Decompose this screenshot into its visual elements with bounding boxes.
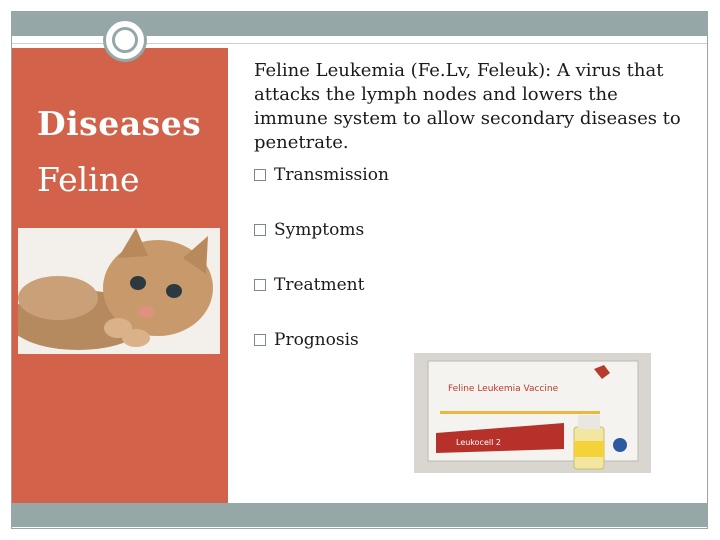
- checkbox-bullet-icon: [254, 224, 266, 236]
- checkbox-bullet-icon: [254, 334, 266, 346]
- bullet-treatment: [254, 275, 364, 295]
- bullet-label: Symptoms: [274, 220, 365, 240]
- bullet-label: Prognosis: [274, 330, 359, 350]
- bottom-bar: [12, 503, 707, 527]
- vaccine-label: Feline Leukemia Vaccine: [448, 384, 559, 394]
- slide-title-plain: Feline: [37, 160, 140, 199]
- bullet-symptoms: [254, 220, 364, 240]
- bullet-transmission: [254, 165, 389, 185]
- bullet-label: Transmission: [274, 165, 389, 185]
- checkbox-bullet-icon: [254, 169, 266, 181]
- checkbox-bullet-icon: [254, 279, 266, 291]
- bullet-label: Treatment: [274, 275, 365, 295]
- vaccine-brand: Leukocell 2: [456, 438, 501, 447]
- bullet-prognosis: [254, 330, 359, 350]
- vaccine-package-image: [414, 353, 651, 473]
- disease-description: Feline Leukemia (Fe.Lv, Feleuk): A virus that attacks the lymph nodes and lowers the immune system to allow secondary diseases to penetrate.: [254, 60, 681, 153]
- slide-title-bold: Diseases: [37, 104, 202, 143]
- decorative-circle-icon: [103, 18, 147, 62]
- kitten-image: [18, 228, 220, 354]
